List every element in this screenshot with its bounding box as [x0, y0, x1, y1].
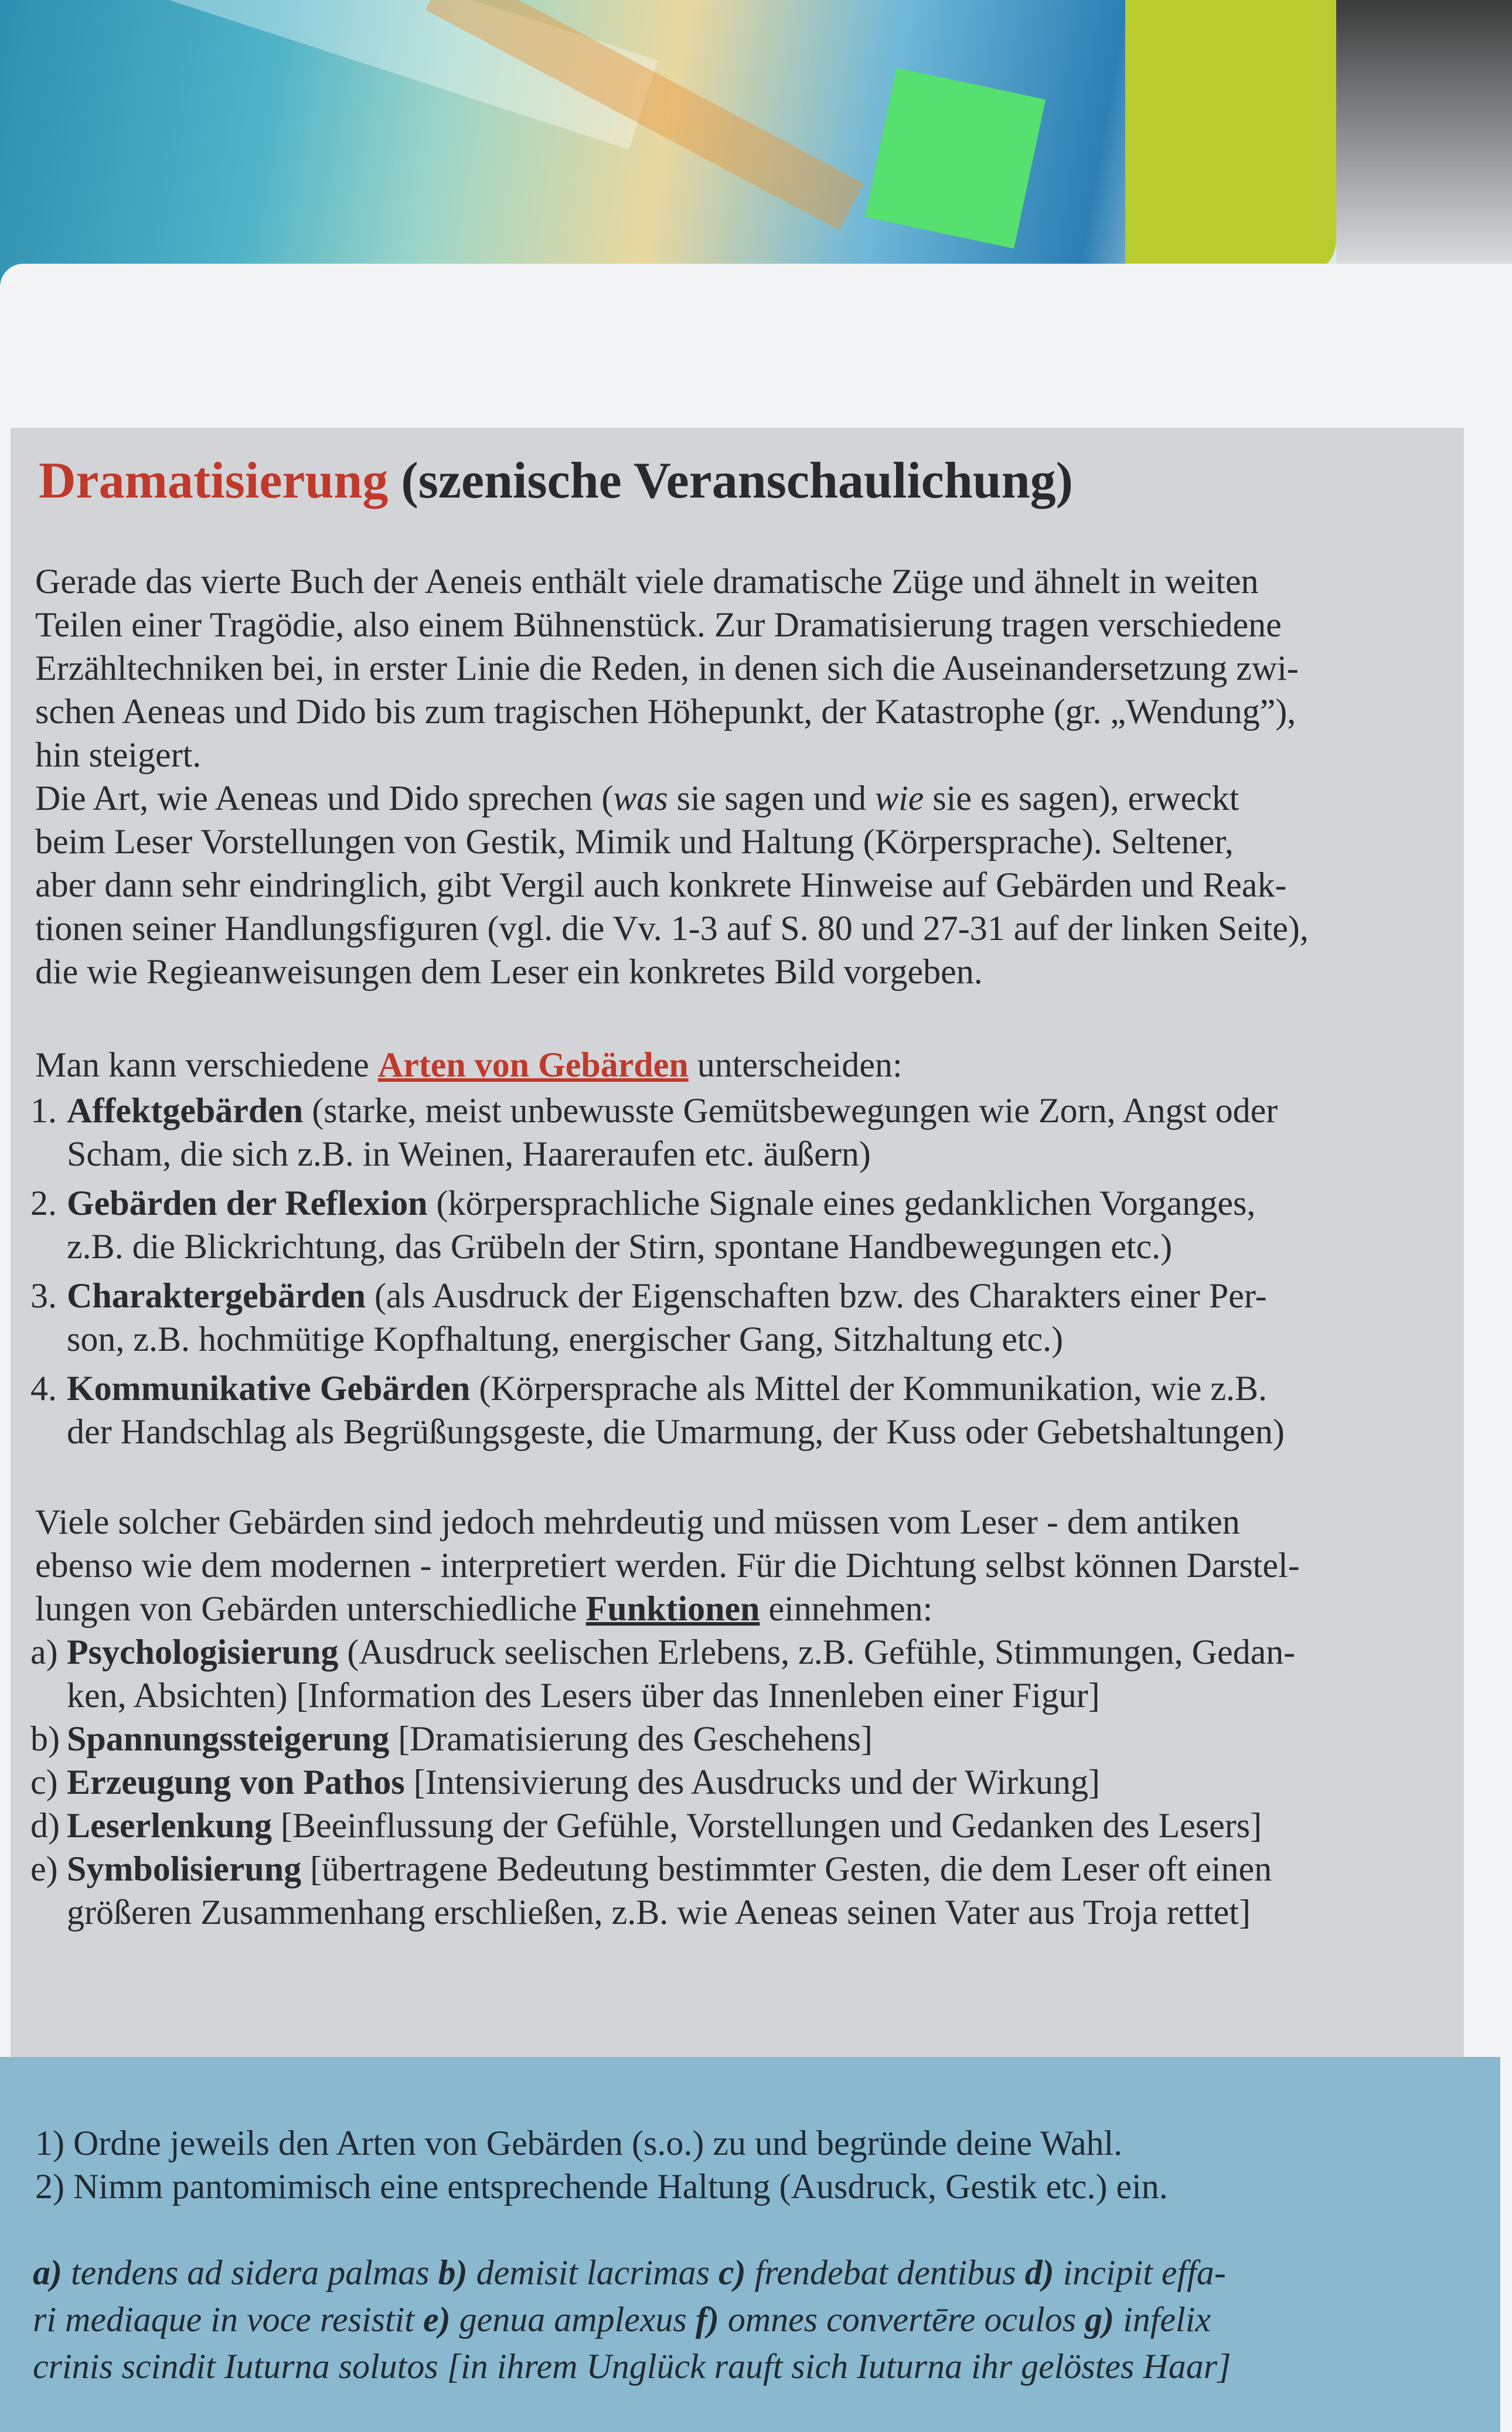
list-item — [30, 1181, 1255, 1225]
intro-line: hin steigert. — [35, 735, 202, 774]
list-letter: a) — [30, 1633, 58, 1671]
section-title — [39, 451, 1073, 510]
text: Man kann verschiedene — [35, 1045, 378, 1084]
text: [Beeinflussung der Gefühle, Vorstellungen und Gedanken des Lesers] — [272, 1806, 1262, 1845]
intro-line: Teilen einer Tragödie, also einem Bühnenstück. Zur Dramatisierung tragen verschiedene — [35, 605, 1282, 644]
text: (als Ausdruck der Eigenschaften bzw. des Charakters einer Per- — [365, 1276, 1267, 1315]
latin-phrase: omnes convertēre oculos — [718, 2300, 1085, 2339]
funktionen-line — [35, 1587, 932, 1630]
term: Erzeugung von Pathos — [67, 1763, 405, 1801]
list-item — [30, 1274, 1267, 1317]
term: Kommunikative Gebärden — [67, 1369, 471, 1408]
term: Charaktergebärden — [67, 1276, 366, 1315]
item-letter: e) — [423, 2300, 451, 2339]
list-number: 3. — [30, 1276, 57, 1315]
term: Symbolisierung — [67, 1849, 302, 1888]
list-item-cont: der Handschlag als Begrüßungsgeste, die Umarmung, der Kuss oder Gebetshaltungen) — [67, 1412, 1285, 1451]
intro-line: Gerade das vierte Buch der Aeneis enthält viele dramatische Züge und ähnelt in weiten — [35, 562, 1259, 601]
list-item — [30, 1717, 873, 1760]
latin-phrase: crinis scindit Iuturna solutos [in ihrem Unglück rauft sich Iuturna ihr gelöstes Haar] — [33, 2347, 1231, 2386]
latin-line — [33, 2296, 1211, 2343]
text: einnehmen: — [760, 1589, 933, 1628]
item-letter: a) — [33, 2253, 62, 2292]
list-item-cont: größeren Zusammenhang erschließen, z.B. wie Aeneas seinen Vater aus Troja rettet] — [67, 1893, 1251, 1932]
text: [übertragene Bedeutung bestimmter Gesten, die dem Leser oft einen — [301, 1849, 1272, 1888]
item-letter: b) — [438, 2253, 468, 2292]
title-rest: (szenische Veranschaulichung) — [388, 452, 1073, 509]
arten-lead — [35, 1043, 903, 1086]
term: Leserlenkung — [67, 1806, 273, 1845]
list-item — [30, 1089, 1278, 1132]
text: (Körpersprache als Mittel der Kommunikation, wie z.B. — [470, 1369, 1267, 1408]
task-2: 2) Nimm pantomimisch eine entsprechende Haltung (Ausdruck, Gestik etc.) ein. — [35, 2167, 1168, 2206]
latin-phrase: genua amplexus — [450, 2300, 696, 2339]
latin-phrase: frendebat dentibus — [745, 2253, 1025, 2292]
intro-line: Erzähltechniken bei, in erster Linie die Reden, in denen sich die Auseinandersetzung zwi- — [35, 649, 1299, 687]
text: unterscheiden: — [688, 1045, 903, 1084]
text: (starke, meist unbewusste Gemütsbewegungen wie Zorn, Angst oder — [303, 1091, 1278, 1130]
text: [Dramatisierung des Geschehens] — [389, 1719, 873, 1758]
latin-phrase: tendens ad sidera palmas — [62, 2253, 438, 2292]
paragraph-line: aber dann sehr eindringlich, gibt Vergil auch konkrete Hinweise auf Gebärden und Reak- — [35, 866, 1287, 904]
list-item-cont: ken, Absichten) [Information des Lesers über das Innenleben einer Figur] — [67, 1676, 1100, 1715]
term: Psychologisierung — [67, 1633, 339, 1671]
text: lungen von Gebärden unterschiedliche — [35, 1589, 586, 1628]
background-photo — [0, 0, 1512, 293]
text: sie es sagen), erweckt — [924, 779, 1239, 818]
term: Spannungssteigerung — [67, 1719, 390, 1758]
latin-line — [33, 2249, 1226, 2296]
funktionen-line: ebenso wie dem modernen - interpretiert werden. Für die Dichtung selbst können Darstel- — [35, 1546, 1300, 1585]
list-number: 1. — [30, 1091, 57, 1130]
text: sie sagen und — [668, 779, 876, 818]
funktionen-heading: Funktionen — [585, 1589, 760, 1628]
item-letter: f) — [695, 2300, 719, 2339]
funktionen-line: Viele solcher Gebärden sind jedoch mehrdeutig und müssen vom Leser - dem antiken — [35, 1503, 1240, 1541]
paragraph-line: die wie Regieanweisungen dem Leser ein konkretes Bild vorgeben. — [35, 952, 983, 991]
latin-phrase: incipit effa- — [1054, 2253, 1226, 2292]
item-letter: d) — [1024, 2253, 1054, 2292]
latin-phrase: ri mediaque in voce resistit — [33, 2300, 423, 2339]
task-1: 1) Ordne jeweils den Arten von Gebärden (s.o.) zu und begründe deine Wahl. — [35, 2124, 1123, 2162]
item-letter: c) — [718, 2253, 746, 2292]
text: (körpersprachliche Signale eines gedanklichen Vorganges, — [427, 1184, 1256, 1222]
text: Die Art, wie Aeneas und Dido sprechen ( — [35, 779, 614, 818]
list-item-cont: z.B. die Blickrichtung, das Grübeln der Stirn, spontane Handbewegungen etc.) — [67, 1227, 1173, 1266]
latin-phrase: demisit lacrimas — [467, 2253, 718, 2292]
latin-phrase: infelix — [1114, 2300, 1211, 2339]
latin-line — [33, 2343, 1231, 2390]
list-item-cont: Scham, die sich z.B. in Weinen, Haareraufen etc. äußern) — [67, 1135, 871, 1173]
list-item — [30, 1804, 1262, 1847]
list-item-cont: son, z.B. hochmütige Kopfhaltung, energischer Gang, Sitzhaltung etc.) — [67, 1320, 1064, 1358]
list-number: 2. — [30, 1184, 57, 1222]
list-item — [30, 1760, 1100, 1804]
list-item — [30, 1367, 1267, 1410]
paragraph-line: tionen seiner Handlungsfiguren (vgl. die Vv. 1-3 auf S. 80 und 27-31 auf der linken Seite), — [35, 909, 1309, 948]
paragraph-line — [35, 776, 1239, 820]
text: (Ausdruck seelischen Erlebens, z.B. Gefühle, Stimmungen, Gedan- — [338, 1633, 1296, 1671]
list-item — [30, 1847, 1272, 1891]
item-letter: g) — [1085, 2300, 1115, 2339]
term: Affektgebärden — [67, 1091, 304, 1130]
paragraph-line: beim Leser Vorstellungen von Gestik, Mimik und Haltung (Körpersprache). Seltener, — [35, 822, 1234, 861]
emphasis: wie — [875, 779, 924, 818]
intro-line: schen Aeneas und Dido bis zum tragischen Höhepunkt, der Katastrophe (gr. „Wendung”), — [35, 692, 1296, 731]
arten-heading: Arten von Gebärden — [377, 1045, 689, 1084]
text: [Intensivierung des Ausdrucks und der Wirkung] — [404, 1763, 1101, 1801]
title-highlight: Dramatisierung — [39, 452, 389, 509]
list-letter: b) — [30, 1719, 60, 1758]
list-letter: e) — [30, 1849, 58, 1888]
list-letter: d) — [30, 1806, 60, 1845]
list-letter: c) — [30, 1763, 58, 1801]
list-item — [30, 1630, 1295, 1674]
term: Gebärden der Reflexion — [67, 1184, 428, 1222]
emphasis: was — [613, 779, 668, 818]
list-number: 4. — [30, 1369, 57, 1408]
